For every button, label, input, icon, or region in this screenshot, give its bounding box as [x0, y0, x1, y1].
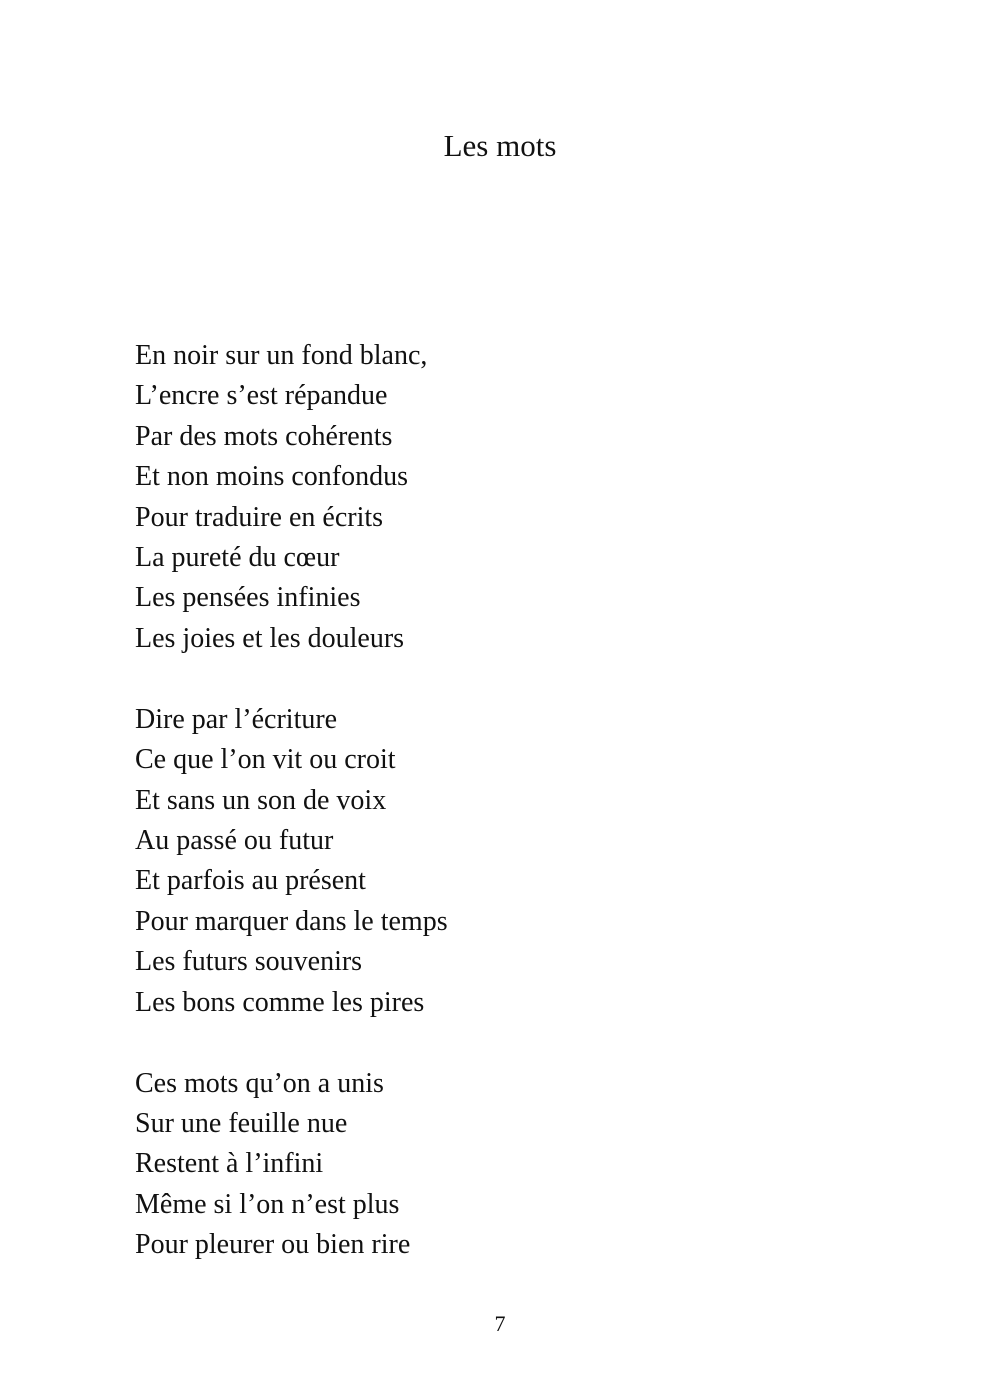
poem-body	[135, 336, 895, 1306]
stanza-3	[135, 1064, 895, 1266]
poem-line: Et parfois au présent	[135, 865, 366, 897]
poem-line: L’encre s’est répandue	[135, 380, 388, 412]
poem-line: Et non moins confondus	[135, 461, 408, 493]
page-number: 7	[494, 1311, 506, 1336]
poem-line: Et sans un son de voix	[135, 784, 387, 816]
poem-line: Restent à l’infini	[135, 1148, 324, 1180]
poem-line: Les bons comme les pires	[135, 986, 425, 1018]
poem-line: Les pensées infinies	[135, 582, 361, 614]
poem-line: Même si l’on n’est plus	[135, 1188, 400, 1220]
poem-line: Les joies et les douleurs	[135, 622, 405, 654]
stanza-1	[135, 336, 895, 659]
stanza-2	[135, 700, 895, 1023]
poem-line: Ces mots qu’on a unis	[135, 1067, 384, 1099]
poem-title: Les mots	[443, 128, 557, 163]
poem-line: Sur une feuille nue	[135, 1107, 348, 1139]
poem-line: Dire par l’écriture	[135, 703, 338, 735]
poem-line: En noir sur un fond blanc,	[135, 340, 428, 371]
poem-line: Au passé ou futur	[135, 824, 334, 856]
poem-line: Pour marquer dans le temps	[135, 905, 448, 937]
poem-line: Par des mots cohérents	[135, 420, 393, 452]
poem-line: Pour traduire en écrits	[135, 501, 384, 533]
poem-line: Ce que l’on vit ou croit	[135, 744, 396, 776]
poem-line: La pureté du cœur	[135, 542, 340, 574]
poem-line: Les futurs souvenirs	[135, 946, 363, 978]
poem-line: Pour pleurer ou bien rire	[135, 1229, 411, 1261]
